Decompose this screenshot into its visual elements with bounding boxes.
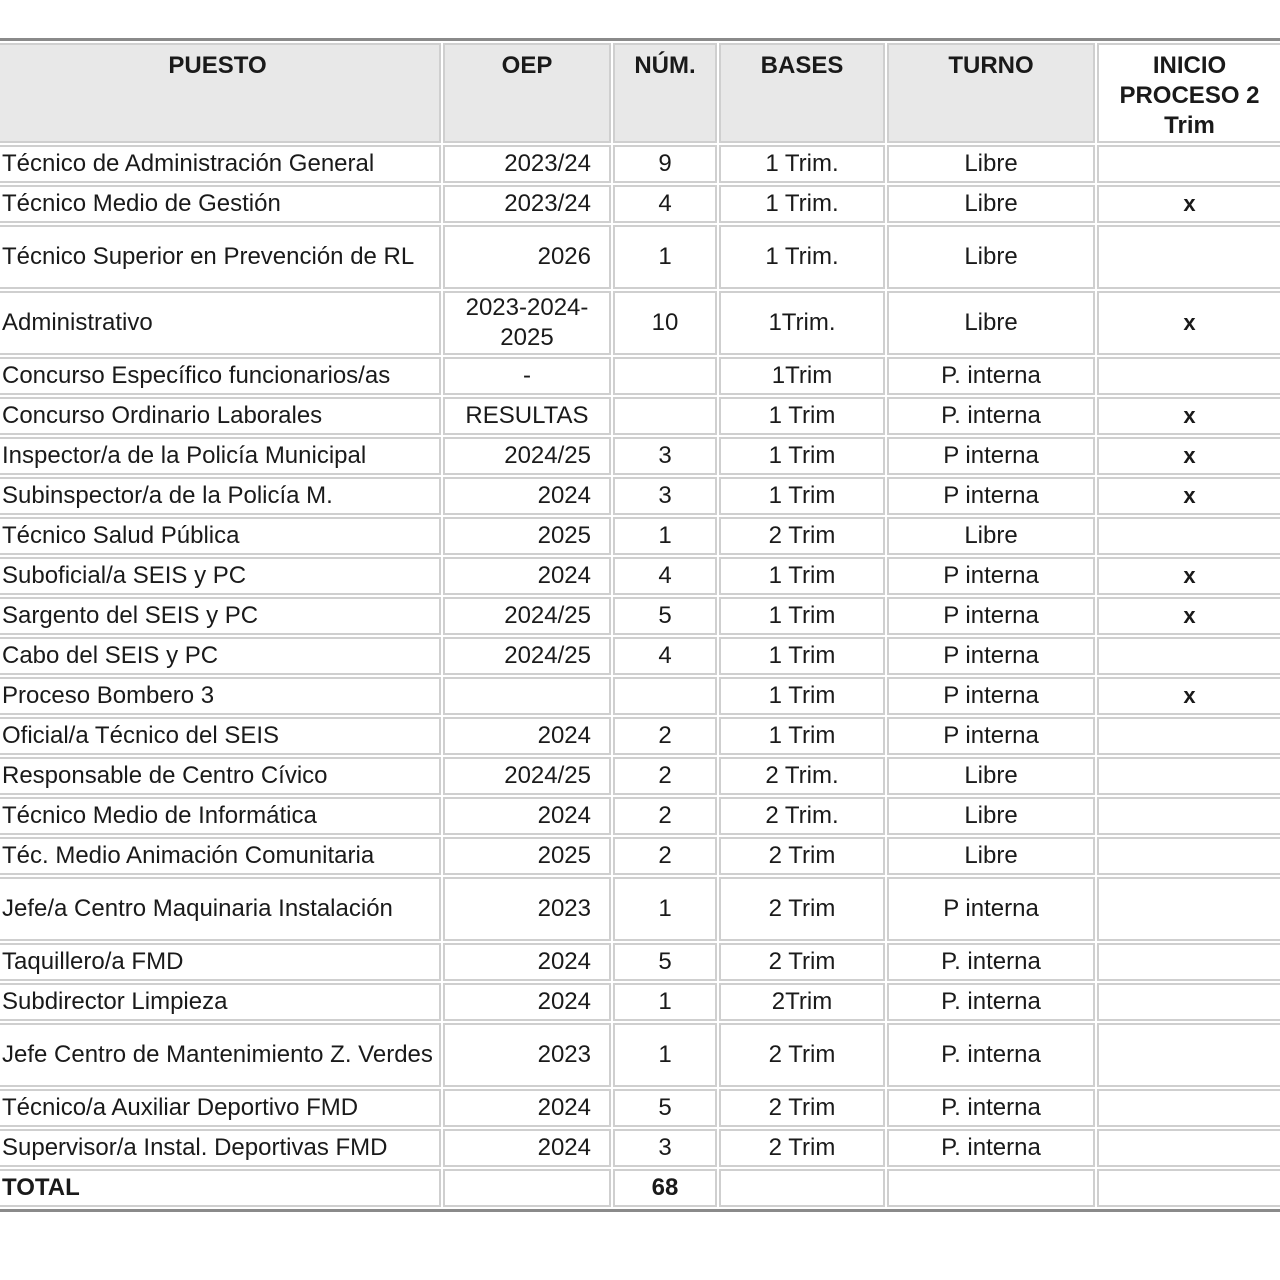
cell-puesto: Técnico Superior en Prevención de RL (0, 225, 441, 289)
cell-oep: 2024 (443, 943, 611, 981)
table-row (0, 797, 1280, 835)
cell-oep: 2024/25 (443, 597, 611, 635)
cell-num: 3 (613, 437, 717, 475)
total-turno-cell (887, 1169, 1095, 1207)
cell-puesto: Concurso Específico funcionarios/as (0, 357, 441, 395)
cell-num: 10 (613, 291, 717, 355)
cell-puesto: Técnico/a Auxiliar Deportivo FMD (0, 1089, 441, 1127)
cell-turno: P interna (887, 557, 1095, 595)
cell-inicio (1097, 983, 1280, 1021)
cell-oep (443, 677, 611, 715)
cell-num: 9 (613, 145, 717, 183)
table-row (0, 983, 1280, 1021)
table-row (0, 185, 1280, 223)
table-row (0, 1023, 1280, 1087)
oep-table-container (0, 38, 1280, 1212)
cell-bases: 1 Trim (719, 557, 885, 595)
cell-bases: 1 Trim. (719, 185, 885, 223)
cell-oep: 2026 (443, 225, 611, 289)
cell-oep: 2024 (443, 983, 611, 1021)
cell-oep: 2024 (443, 1089, 611, 1127)
cell-turno: P. interna (887, 397, 1095, 435)
cell-num: 2 (613, 717, 717, 755)
header-bases: BASES (719, 43, 885, 143)
cell-oep: 2024/25 (443, 757, 611, 795)
cell-turno: P. interna (887, 1023, 1095, 1087)
cell-bases: 2 Trim. (719, 757, 885, 795)
cell-inicio (1097, 797, 1280, 835)
cell-inicio: x (1097, 677, 1280, 715)
table-row (0, 637, 1280, 675)
cell-num: 5 (613, 943, 717, 981)
cell-oep: 2023/24 (443, 145, 611, 183)
cell-turno: Libre (887, 837, 1095, 875)
cell-puesto: Supervisor/a Instal. Deportivas FMD (0, 1129, 441, 1167)
total-label: TOTAL (0, 1169, 441, 1207)
cell-bases: 1 Trim (719, 717, 885, 755)
oep-schedule-table (0, 38, 1280, 1212)
table-row (0, 437, 1280, 475)
cell-puesto: Técnico Medio de Gestión (0, 185, 441, 223)
cell-num: 2 (613, 837, 717, 875)
total-row (0, 1169, 1280, 1207)
cell-bases: 1 Trim (719, 477, 885, 515)
cell-inicio (1097, 145, 1280, 183)
cell-num (613, 677, 717, 715)
cell-turno: P. interna (887, 357, 1095, 395)
cell-turno: P interna (887, 717, 1095, 755)
cell-turno: P interna (887, 437, 1095, 475)
header-puesto: PUESTO (0, 43, 441, 143)
cell-num: 1 (613, 877, 717, 941)
cell-turno: Libre (887, 225, 1095, 289)
cell-num: 1 (613, 225, 717, 289)
cell-puesto: Técnico Medio de Informática (0, 797, 441, 835)
cell-bases: 2 Trim (719, 1129, 885, 1167)
cell-oep: - (443, 357, 611, 395)
cell-bases: 2 Trim (719, 1089, 885, 1127)
cell-turno: P interna (887, 597, 1095, 635)
cell-puesto: Suboficial/a SEIS y PC (0, 557, 441, 595)
cell-turno: P. interna (887, 1129, 1095, 1167)
cell-bases: 1 Trim. (719, 225, 885, 289)
header-inicio-proceso: INICIO PROCESO 2 Trim (1097, 43, 1280, 143)
cell-num: 1 (613, 1023, 717, 1087)
table-row (0, 145, 1280, 183)
cell-bases: 1Trim (719, 357, 885, 395)
cell-inicio (1097, 1129, 1280, 1167)
cell-turno: P. interna (887, 1089, 1095, 1127)
cell-inicio (1097, 637, 1280, 675)
cell-turno: P interna (887, 477, 1095, 515)
cell-inicio: x (1097, 557, 1280, 595)
cell-inicio: x (1097, 291, 1280, 355)
cell-oep: 2025 (443, 837, 611, 875)
cell-turno: Libre (887, 145, 1095, 183)
cell-puesto: Administrativo (0, 291, 441, 355)
cell-puesto: Técnico Salud Pública (0, 517, 441, 555)
total-oep-cell (443, 1169, 611, 1207)
table-row (0, 757, 1280, 795)
cell-num: 1 (613, 517, 717, 555)
cell-oep: 2024 (443, 797, 611, 835)
table-row (0, 717, 1280, 755)
table-row (0, 291, 1280, 355)
cell-oep: 2024 (443, 717, 611, 755)
cell-bases: 2 Trim (719, 517, 885, 555)
cell-bases: 2 Trim (719, 1023, 885, 1087)
cell-oep: 2023-2024-2025 (443, 291, 611, 355)
table-row (0, 397, 1280, 435)
cell-num: 1 (613, 983, 717, 1021)
cell-bases: 1 Trim (719, 677, 885, 715)
cell-inicio (1097, 357, 1280, 395)
cell-inicio: x (1097, 477, 1280, 515)
cell-inicio (1097, 877, 1280, 941)
cell-puesto: Cabo del SEIS y PC (0, 637, 441, 675)
cell-inicio: x (1097, 397, 1280, 435)
table-row (0, 225, 1280, 289)
cell-bases: 2 Trim (719, 877, 885, 941)
cell-num: 3 (613, 1129, 717, 1167)
total-num: 68 (613, 1169, 717, 1207)
cell-inicio: x (1097, 185, 1280, 223)
cell-bases: 1 Trim (719, 637, 885, 675)
cell-puesto: Oficial/a Técnico del SEIS (0, 717, 441, 755)
cell-num (613, 397, 717, 435)
cell-oep: 2024 (443, 1129, 611, 1167)
cell-inicio (1097, 943, 1280, 981)
cell-oep: 2024/25 (443, 437, 611, 475)
cell-puesto: Técnico de Administración General (0, 145, 441, 183)
table-row (0, 557, 1280, 595)
cell-turno: Libre (887, 291, 1095, 355)
total-inicio-cell (1097, 1169, 1280, 1207)
cell-bases: 1 Trim (719, 437, 885, 475)
total-bases-cell (719, 1169, 885, 1207)
cell-num (613, 357, 717, 395)
cell-oep: 2024 (443, 557, 611, 595)
cell-num: 4 (613, 637, 717, 675)
cell-inicio: x (1097, 437, 1280, 475)
cell-oep: 2023 (443, 1023, 611, 1087)
cell-turno: P. interna (887, 983, 1095, 1021)
cell-puesto: Taquillero/a FMD (0, 943, 441, 981)
cell-turno: P interna (887, 677, 1095, 715)
cell-puesto: Téc. Medio Animación Comunitaria (0, 837, 441, 875)
cell-turno: Libre (887, 185, 1095, 223)
header-turno: TURNO (887, 43, 1095, 143)
cell-inicio (1097, 837, 1280, 875)
cell-bases: 1Trim. (719, 291, 885, 355)
cell-bases: 2 Trim. (719, 797, 885, 835)
cell-inicio (1097, 1089, 1280, 1127)
cell-puesto: Sargento del SEIS y PC (0, 597, 441, 635)
cell-oep: 2023/24 (443, 185, 611, 223)
table-row (0, 677, 1280, 715)
cell-inicio (1097, 225, 1280, 289)
cell-puesto: Jefe/a Centro Maquinaria Instalación (0, 877, 441, 941)
cell-oep: 2023 (443, 877, 611, 941)
cell-inicio (1097, 717, 1280, 755)
table-row (0, 1089, 1280, 1127)
cell-inicio (1097, 757, 1280, 795)
cell-bases: 1 Trim (719, 597, 885, 635)
cell-puesto: Concurso Ordinario Laborales (0, 397, 441, 435)
header-num: NÚM. (613, 43, 717, 143)
cell-puesto: Subinspector/a de la Policía M. (0, 477, 441, 515)
table-row (0, 877, 1280, 941)
cell-oep: 2024 (443, 477, 611, 515)
cell-turno: Libre (887, 517, 1095, 555)
table-body (0, 145, 1280, 1167)
cell-turno: P interna (887, 637, 1095, 675)
cell-puesto: Proceso Bombero 3 (0, 677, 441, 715)
table-row (0, 1129, 1280, 1167)
cell-puesto: Subdirector Limpieza (0, 983, 441, 1021)
cell-turno: Libre (887, 757, 1095, 795)
cell-num: 2 (613, 797, 717, 835)
table-row (0, 477, 1280, 515)
cell-turno: P interna (887, 877, 1095, 941)
cell-bases: 2Trim (719, 983, 885, 1021)
cell-num: 5 (613, 597, 717, 635)
header-row (0, 43, 1280, 143)
cell-puesto: Responsable de Centro Cívico (0, 757, 441, 795)
cell-bases: 2 Trim (719, 943, 885, 981)
cell-bases: 2 Trim (719, 837, 885, 875)
cell-inicio (1097, 517, 1280, 555)
cell-puesto: Inspector/a de la Policía Municipal (0, 437, 441, 475)
cell-turno: P. interna (887, 943, 1095, 981)
table-row (0, 357, 1280, 395)
cell-num: 3 (613, 477, 717, 515)
cell-bases: 1 Trim. (719, 145, 885, 183)
table-row (0, 837, 1280, 875)
cell-num: 5 (613, 1089, 717, 1127)
cell-oep: RESULTAS (443, 397, 611, 435)
table-row (0, 517, 1280, 555)
table-row (0, 597, 1280, 635)
table-row (0, 943, 1280, 981)
cell-bases: 1 Trim (719, 397, 885, 435)
cell-oep: 2024/25 (443, 637, 611, 675)
cell-oep: 2025 (443, 517, 611, 555)
cell-num: 4 (613, 185, 717, 223)
cell-num: 4 (613, 557, 717, 595)
cell-inicio (1097, 1023, 1280, 1087)
header-oep: OEP (443, 43, 611, 143)
cell-turno: Libre (887, 797, 1095, 835)
cell-num: 2 (613, 757, 717, 795)
cell-puesto: Jefe Centro de Mantenimiento Z. Verdes (0, 1023, 441, 1087)
cell-inicio: x (1097, 597, 1280, 635)
